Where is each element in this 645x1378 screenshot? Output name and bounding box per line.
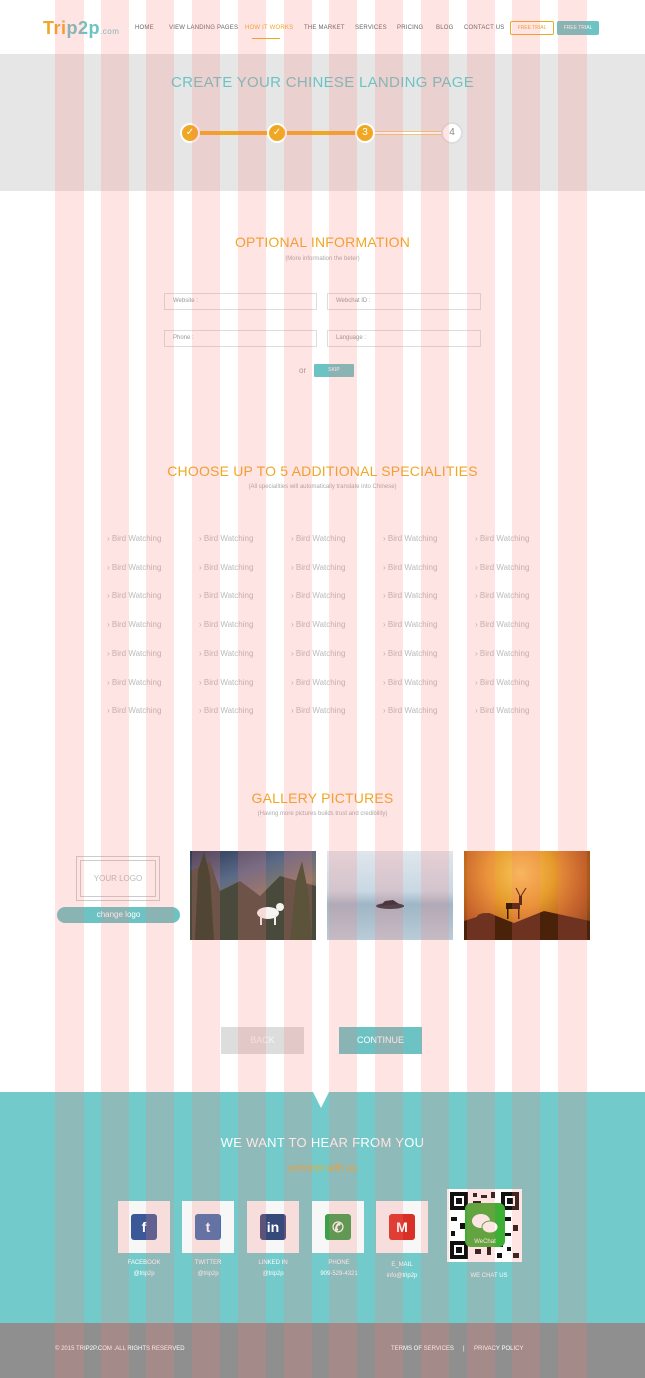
speciality-option[interactable]: › Bird Watching — [383, 677, 438, 687]
speciality-option[interactable]: › Bird Watching — [475, 677, 530, 687]
facebook-name: FACEBOOK — [127, 1260, 161, 1266]
linkedin-label — [238, 1258, 308, 1280]
optional-info-title: OPTIONAL INFORMATION — [234, 234, 411, 250]
speciality-option[interactable]: › Bird Watching — [291, 534, 346, 543]
speciality-option[interactable]: › Bird Watching — [199, 591, 254, 601]
speciality-option[interactable]: › Bird Watching — [199, 620, 254, 630]
speciality-option[interactable]: › Bird Watching — [383, 620, 438, 630]
speciality-option[interactable]: › Bird Watching — [107, 648, 162, 658]
speciality-option[interactable]: › Bird Watching — [291, 706, 346, 716]
facebook-label — [109, 1258, 179, 1280]
skip-button[interactable]: SKIP — [314, 364, 354, 377]
facebook-button[interactable] — [118, 1201, 170, 1253]
speciality-option[interactable]: › Bird Watching — [107, 706, 162, 716]
speciality-option[interactable]: › Bird Watching — [291, 562, 346, 572]
twitter-button[interactable] — [182, 1201, 234, 1253]
mountain-goat-illustration — [190, 851, 316, 940]
nav-contact-us[interactable]: CONTACT US — [464, 25, 505, 31]
speciality-option[interactable]: › Bird Watching — [107, 562, 162, 572]
step-3-indicator[interactable]: 3 — [355, 123, 375, 143]
speciality-option[interactable]: › Bird Watching — [107, 591, 162, 601]
twitter-icon: t — [195, 1214, 221, 1240]
speciality-option[interactable]: › Bird Watching — [475, 534, 530, 543]
contact-subtitle: connect with us — [288, 1163, 357, 1174]
twitter-handle: @trip2p — [197, 1271, 219, 1277]
gallery-image-sea-island[interactable] — [327, 851, 453, 940]
speciality-option[interactable]: › Bird Watching — [107, 620, 162, 630]
speciality-option[interactable]: › Bird Watching — [475, 648, 530, 658]
phone-number: 909-529-4321 — [320, 1271, 358, 1277]
contact-notch — [313, 1092, 329, 1108]
speciality-option[interactable]: › Bird Watching — [199, 677, 254, 687]
linkedin-icon: in — [260, 1214, 286, 1240]
footer-separator: | — [463, 1346, 465, 1352]
nav-services[interactable]: SERVICES — [355, 25, 387, 31]
facebook-handle: @trip2p — [133, 1271, 155, 1277]
nav-the-market[interactable]: THE MARKET — [304, 25, 345, 31]
speciality-option[interactable]: › Bird Watching — [291, 648, 346, 658]
gallery-subtitle: (Having more pictures builds trust and credibility) — [257, 811, 388, 817]
phone-icon: ✆ — [325, 1214, 351, 1240]
email-button[interactable] — [376, 1201, 428, 1253]
privacy-link[interactable]: PRIVACY POLICY — [474, 1346, 524, 1352]
speciality-option[interactable]: › Bird Watching — [383, 534, 438, 543]
step-2-check-icon[interactable]: ✓ — [267, 123, 287, 143]
speciality-option[interactable]: › Bird Watching — [107, 677, 162, 687]
linkedin-name: LINKED IN — [258, 1260, 288, 1266]
speciality-option[interactable]: › Bird Watching — [475, 706, 530, 716]
email-address: info@trip2p — [386, 1273, 418, 1279]
terms-link[interactable]: TERMS OF SERVICES — [391, 1346, 454, 1352]
step-1-check-icon[interactable]: ✓ — [180, 123, 200, 143]
progress-track-remaining — [365, 132, 453, 134]
logo-placeholder[interactable] — [76, 856, 160, 901]
speciality-option[interactable]: › Bird Watching — [291, 591, 346, 601]
phone-button[interactable] — [312, 1201, 364, 1253]
gallery-image-deer-sunset[interactable] — [464, 851, 590, 940]
wechat-badge-text: WeChat — [474, 1239, 496, 1245]
speciality-option[interactable]: › Bird Watching — [383, 648, 438, 658]
optional-info-subtitle: (More information the beter) — [285, 256, 360, 262]
email-label — [367, 1260, 437, 1282]
email-name: E_MAIL — [391, 1262, 413, 1268]
gallery-title: GALLERY PICTURES — [251, 790, 394, 806]
webchat-id-input[interactable]: Webchat ID : — [327, 293, 481, 310]
sea-island-illustration — [327, 851, 453, 940]
nav-view-landing-pages[interactable]: VIEW LANDING PAGES — [169, 25, 239, 31]
speciality-option[interactable]: › Bird Watching — [475, 562, 530, 572]
website-input[interactable]: Website : — [164, 293, 317, 310]
speciality-option[interactable]: › Bird Watching — [475, 620, 530, 630]
twitter-label — [173, 1258, 243, 1280]
nav-pricing[interactable]: PRICING — [397, 25, 424, 31]
nav-how-it-works[interactable]: HOW IT WORKS — [245, 25, 294, 31]
speciality-option[interactable]: › Bird Watching — [475, 591, 530, 601]
change-logo-button[interactable]: change logo — [57, 907, 180, 923]
nav-active-underline — [252, 38, 280, 39]
back-button[interactable]: BACK — [221, 1027, 304, 1054]
speciality-option[interactable]: › Bird Watching — [199, 534, 254, 543]
email-icon: M — [389, 1214, 415, 1240]
speciality-option[interactable]: › Bird Watching — [107, 534, 162, 543]
free-trial-filled-button[interactable]: FREE TRIAL — [557, 21, 599, 35]
free-trial-outline-button[interactable]: FREE TRIAL — [510, 21, 554, 35]
specialities-title: CHOOSE UP TO 5 ADDITIONAL SPECIALITIES — [167, 463, 478, 479]
nav-home[interactable]: HOME — [135, 25, 154, 31]
linkedin-handle: @trip2p — [262, 1271, 284, 1277]
logo-placeholder-text: YOUR LOGO — [80, 860, 156, 897]
speciality-option[interactable]: › Bird Watching — [291, 677, 346, 687]
qr-pattern — [447, 1189, 522, 1262]
speciality-option[interactable]: › Bird Watching — [291, 620, 346, 630]
progress-title: CREATE YOUR CHINESE LANDING PAGE — [171, 74, 474, 91]
phone-input[interactable]: Phone : — [164, 330, 317, 347]
gallery-image-mountain-goat[interactable] — [190, 851, 316, 940]
deer-sunset-illustration — [464, 851, 590, 940]
logo-part-1: Tri — [43, 18, 67, 38]
phone-label — [304, 1258, 374, 1280]
twitter-name: TWITTER — [194, 1260, 222, 1266]
language-input[interactable]: Language : — [327, 330, 481, 347]
continue-button[interactable]: CONTINUE — [339, 1027, 422, 1054]
logo-part-2: p2p — [66, 18, 101, 38]
wechat-qr-code[interactable] — [447, 1189, 522, 1262]
or-label: or — [299, 366, 307, 375]
speciality-option[interactable]: › Bird Watching — [383, 562, 438, 572]
speciality-option[interactable]: › Bird Watching — [199, 562, 254, 572]
copyright-text: © 2015 TRIP2P.COM .ALL RIGHTS RESERVED — [55, 1346, 185, 1352]
speciality-option[interactable]: › Bird Watching — [383, 591, 438, 601]
nav-blog[interactable]: BLOG — [436, 25, 454, 31]
logo-suffix: .com — [100, 27, 120, 36]
phone-name: PHONE — [328, 1260, 350, 1266]
wechat-label: WE CHAT US — [470, 1273, 508, 1279]
contact-title: WE WANT TO HEAR FROM YOU — [220, 1135, 425, 1150]
linkedin-button[interactable] — [247, 1201, 299, 1253]
specialities-subtitle: (All specialities will automatically translate into Chinese) — [248, 484, 397, 490]
step-4-indicator[interactable]: 4 — [441, 122, 463, 144]
facebook-icon: f — [131, 1214, 157, 1240]
speciality-option[interactable]: › Bird Watching — [199, 648, 254, 658]
speciality-option[interactable]: › Bird Watching — [199, 706, 254, 716]
site-header — [0, 0, 645, 54]
speciality-option[interactable]: › Bird Watching — [383, 706, 438, 716]
